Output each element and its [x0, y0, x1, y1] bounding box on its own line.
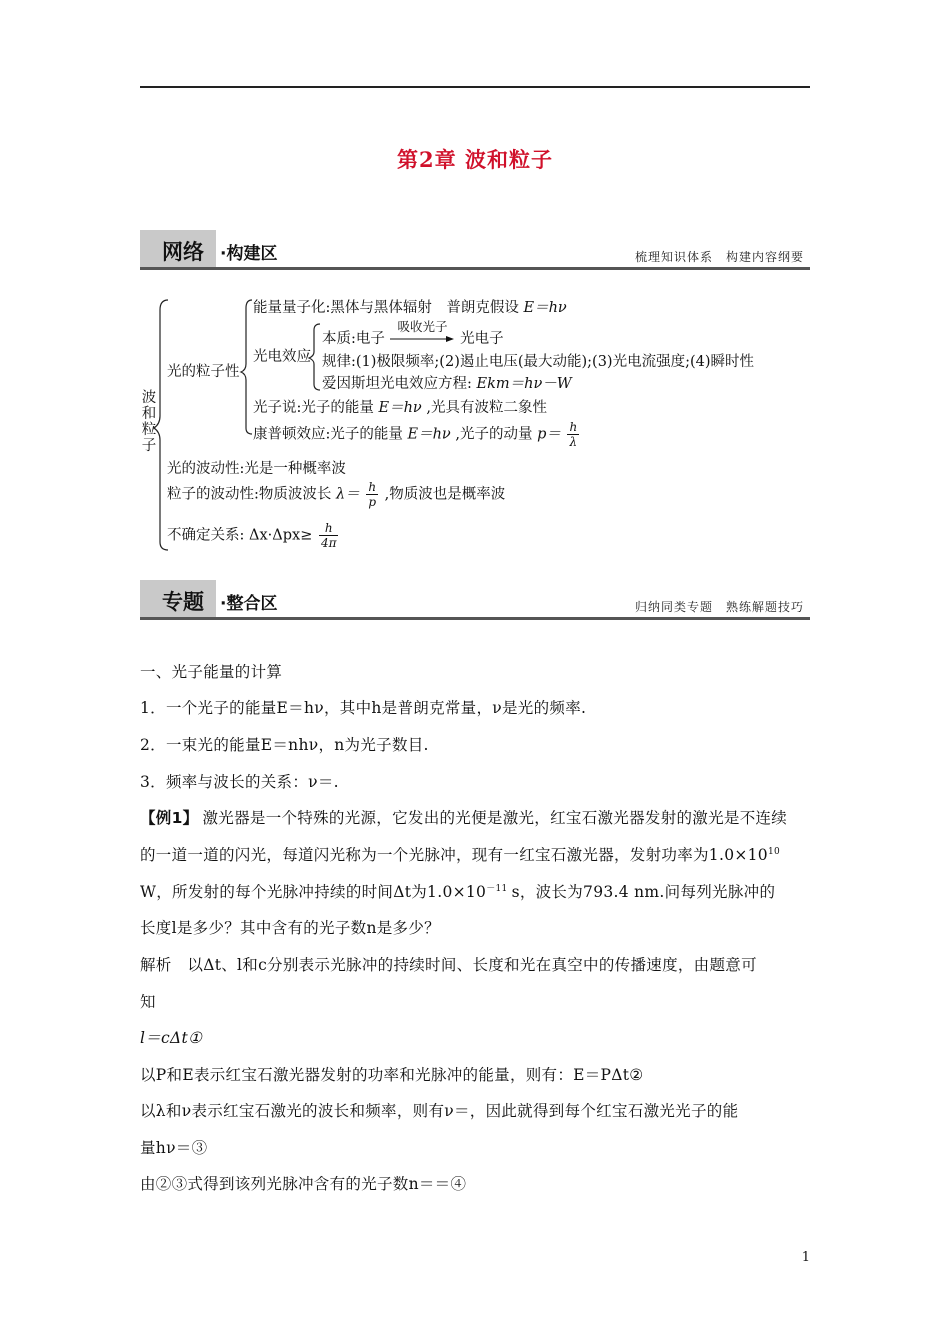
essence-part-a: 本质:电子	[322, 331, 385, 347]
mindmap-essence	[322, 319, 504, 348]
essence-arrow-label: 吸收光子	[397, 319, 448, 334]
fraction-numerator: h	[319, 521, 339, 536]
mindmap-particle: 光的粒子性	[167, 364, 240, 380]
einstein-text: 爱因斯坦光电效应方程:	[322, 376, 472, 392]
example-label: 【例1】	[140, 809, 199, 827]
photon-theory-tail: ,光具有波粒二象性	[426, 400, 547, 416]
exponent: 10	[767, 846, 781, 857]
compton-formula: E＝hν	[407, 426, 451, 443]
page-number: 1	[801, 1250, 810, 1265]
example-text: s，波长为793.4 nm.问每列光脉冲的	[511, 883, 776, 901]
fraction-denominator: p	[368, 495, 377, 509]
section-heading: 一、光子能量的计算	[140, 663, 283, 681]
uncertainty-text: 不确定关系:	[167, 527, 245, 544]
fraction-denominator: 4π	[320, 536, 337, 550]
example-line-4: 长度l是多少？其中含有的光子数n是多少？	[140, 919, 440, 937]
section-rule	[140, 267, 810, 270]
particle-wave-fraction	[366, 480, 378, 509]
quantization-formula: E＝hν	[523, 300, 567, 316]
mindmap-quantization	[253, 296, 567, 317]
particle-brace	[241, 300, 252, 434]
uncertainty-fraction	[319, 521, 339, 550]
section-subtitle: ·构建区	[220, 244, 278, 264]
power-line: 以P和E表示红宝石激光器发射的功率和光脉冲的能量，则有：E＝PΔt②	[140, 1066, 644, 1084]
exponent: －11	[486, 883, 508, 894]
item-1: 1．一个光子的能量E＝hν，其中h是普朗克常量，ν是光的频率.	[140, 699, 587, 717]
item-2: 2．一束光的能量E＝nhν，n为光子数目.	[140, 736, 429, 754]
section-rule	[140, 617, 810, 620]
network-section-header	[140, 230, 810, 270]
fraction-numerator: h	[368, 480, 377, 494]
example-line-1	[140, 806, 787, 828]
particle-wave-tail: ,物质波也是概率波	[384, 486, 506, 503]
quantization-text: 能量量子化:黑体与黑体辐射 普朗克假设	[253, 300, 519, 316]
photon-theory-formula: E＝hν	[378, 400, 422, 416]
section-tab-label: 网络	[162, 240, 204, 264]
equation-1: l＝cΔt①	[140, 1029, 203, 1047]
mindmap-root: 波和粒子	[141, 390, 157, 454]
mindmap-particle-wave	[167, 480, 505, 509]
mindmap-braces	[150, 296, 260, 556]
example-text: W，所发射的每个光脉冲持续的时间Δt为1.0×10	[140, 883, 487, 901]
example-text: 的一道一道的闪光，每道闪光称为一个光脉冲，现有一红宝石激光器，发射功率为1.0×10	[140, 846, 768, 864]
compton-mid: ,光子的动量	[455, 426, 533, 443]
particle-wave-lambda: λ＝	[336, 486, 360, 503]
top-rule	[140, 86, 810, 88]
compton-p: p＝	[537, 426, 561, 443]
compton-fraction	[567, 420, 579, 449]
solution-line-2: 知	[140, 993, 156, 1011]
particle-wave-text: 粒子的波动性:物质波波长	[167, 486, 332, 503]
section-tagline: 梳理知识体系 构建内容纲要	[634, 250, 804, 264]
topic-section-header	[140, 580, 810, 620]
example-line-2	[140, 843, 780, 865]
section-tagline: 归纳同类专题 熟练解题技巧	[634, 600, 804, 614]
mindmap-law: 规律:(1)极限频率;(2)遏止电压(最大动能);(3)光电流强度;(4)瞬时性	[322, 354, 755, 370]
essence-part-b: 光电子	[460, 331, 504, 347]
fraction-denominator: λ	[569, 435, 578, 449]
section-subtitle: ·整合区	[220, 594, 278, 614]
solution-line-1: 解析 以Δt、l和c分别表示光脉冲的持续时间、长度和光在真空中的传播速度，由题意可	[140, 956, 757, 974]
mindmap-photon-theory	[253, 396, 547, 417]
example-line-3	[140, 880, 775, 902]
root-brace	[154, 300, 168, 550]
mindmap-wave: 光的波动性:光是一种概率波	[167, 461, 346, 477]
wavelength-line-1: 以λ和ν表示红宝石激光的波长和频率，则有ν＝，因此就得到每个红宝石激光光子的能	[140, 1102, 739, 1120]
mindmap-einstein	[322, 372, 572, 393]
mindmap-uncertainty	[167, 521, 340, 550]
mindmap-compton	[253, 420, 581, 449]
item-3: 3．频率与波长的关系：ν＝.	[140, 773, 339, 791]
chapter-title: 第2章 波和粒子	[397, 147, 553, 172]
fraction-numerator: h	[569, 420, 578, 434]
arrow-icon	[390, 334, 456, 344]
photon-theory-text: 光子说:光子的能量	[253, 400, 374, 416]
mindmap-photoelectric: 光电效应	[253, 349, 311, 365]
wavelength-line-2: 量hν＝③	[140, 1139, 208, 1157]
essence-arrow	[390, 319, 456, 345]
compton-text: 康普顿效应:光子的能量	[253, 426, 403, 443]
example-text: 激光器是一个特殊的光源，它发出的光便是激光，红宝石激光器发射的激光是不连续	[202, 809, 788, 827]
section-tab-label: 专题	[162, 590, 204, 614]
final-line: 由②③式得到该列光脉冲含有的光子数n＝＝④	[140, 1175, 467, 1193]
einstein-formula: Ekm＝hν－W	[476, 376, 572, 392]
uncertainty-formula: Δx·Δpx≥	[249, 527, 313, 544]
